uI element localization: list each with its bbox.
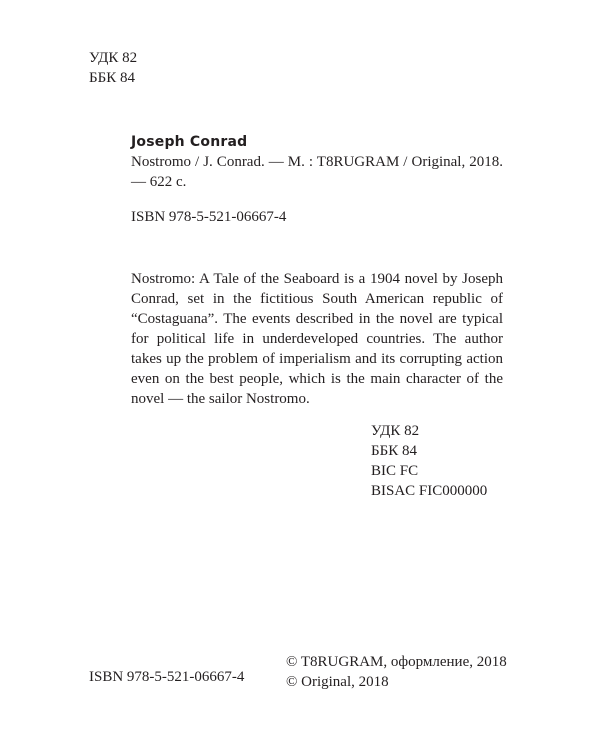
bbk-code: ББК 84 [89,70,135,86]
classification-code: ББК 84 [371,443,417,459]
bibliographic-record [131,132,503,227]
annotation-paragraph: Nostromo: A Tale of the Seaboard is a 1904 novel by Joseph Conrad, set in the fictitious South American republic of “Costaguana”. The events described in the novel are typical for political life in underdeveloped countries. The author takes up the problem of imperialism and its corrupting action even on the best people, which is the main character of the novel — the sailor Nostromo. [131,271,503,407]
isbn-bottom: ISBN 978-5-521-06667-4 [89,669,245,685]
udk-code: УДК 82 [89,50,138,66]
copyright-publisher: © T8RUGRAM, оформление, 2018 [286,654,507,670]
classification-code: УДК 82 [371,423,420,439]
isbn-top: ISBN 978-5-521-06667-4 [131,209,287,225]
classification-code: BISAC FIC000000 [371,483,488,499]
classification-codes [371,421,487,501]
author-name: Joseph Conrad [131,134,248,150]
copyright-original: © Original, 2018 [286,674,389,690]
classification-code: BIC FC [371,463,419,479]
bibliographic-entry: Nostromo / J. Conrad. — M. : T8RUGRAM / Original, 2018. — 622 c. [131,154,503,190]
copyright-notices [286,652,507,692]
top-classification-codes [89,48,137,88]
